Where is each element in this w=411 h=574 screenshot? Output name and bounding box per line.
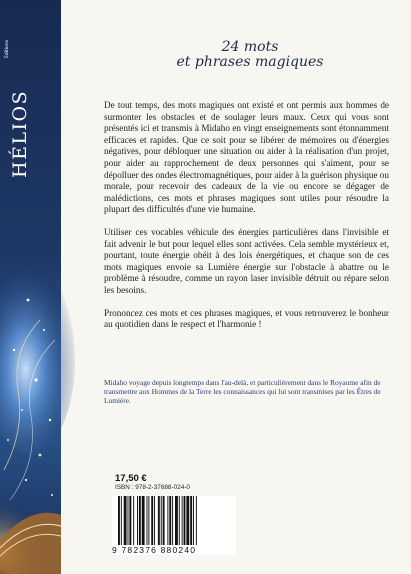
barcode-bar (128, 496, 129, 549)
barcode-bar (147, 496, 148, 549)
barcode-bar (184, 496, 186, 549)
svg-text:HÉLIOS: HÉLIOS (9, 89, 31, 178)
barcode-bar (142, 496, 145, 549)
barcode-bar (154, 496, 155, 549)
barcode-bar (133, 496, 134, 549)
svg-text:Éditions: Éditions (5, 40, 10, 58)
barcode-bar (182, 496, 183, 549)
barcode-bar (118, 496, 120, 549)
barcode-bar (148, 496, 149, 549)
barcode-bar (175, 496, 178, 549)
barcode-bar (137, 496, 138, 549)
barcode-bar (169, 496, 171, 549)
description-paragraph-2: Utiliser ces vocables véhicule des énergies particulières dans l'invisible et fait advenir le but pour lequel elles sont activées. Cela semble mystérieux et, pourtant, toute énergie obéit à des lois énergétiques, et chaque son de ces mots magiques envoie sa Lumière énergie sur l'obstacle à abattre ou le problème à résoudre, comme un rayon laser invisible détruit ou répare selon les besoins. (104, 226, 389, 295)
barcode-bar (196, 496, 197, 549)
title-line-1: 24 mots (221, 39, 279, 55)
barcode-bar (190, 496, 192, 549)
author-bio: Midaho voyage depuis longtemps dans l'au-delà, et particulièrement dans le Royaume afin de transmettre aux Hommes de la Terre les connaissances qui lui sont transmises par les Êtres de Lumière. (104, 378, 381, 406)
cover-spine-art (0, 0, 61, 574)
book-description (104, 100, 389, 342)
barcode-bar (139, 496, 141, 549)
barcode-bar (172, 496, 173, 549)
barcode-bar (163, 496, 165, 549)
barcode-bar (179, 496, 180, 549)
helios-logo (6, 30, 40, 180)
barcode-bar (186, 496, 189, 549)
isbn: ISBN : 978-2-37688-024-0 (115, 484, 190, 491)
barcode-bar (121, 496, 122, 549)
barcode-bar (158, 496, 160, 549)
barcode-digits: 9 782376 880240 (112, 545, 236, 555)
title-line-2: et phrases magiques (176, 54, 324, 70)
barcode-bar (167, 496, 168, 549)
barcode-bar (161, 496, 162, 549)
book-title (150, 40, 350, 70)
description-paragraph-1: De tout temps, des mots magiques ont existé et ont permis aux hommes de surmonter les obstacles et de soulager leurs maux. Ceux qui vous sont présentés ici et transmis à Midaho en vingt enseignements sont étonnamment efficaces et rapides. Que ce soit pour se libérer de mémoires ou d'énergies négatives, pour débloquer une situation ou aider à la réalisation d'un projet, pour aider au rapprochement de deux personnes qui s'aiment, pour se dépolluer des ondes électromagnétiques, pour aider à la guérison physique ou morale, pour recevoir des cadeaux de la vie ou encore se dégager de malédictions, ces mots et phrases magiques sont utiles pour résoudre la plupart des difficultés d'une vie humaine. (104, 100, 389, 215)
barcode-bar (129, 496, 131, 549)
barcode-bar (151, 496, 153, 549)
barcode-bar (124, 496, 127, 549)
price: 17,50 € (115, 473, 147, 484)
description-paragraph-3: Prononcez ces mots et ces phrases magiques, et vous retrouverez le bonheur au quotidien dans le respect et l'harmonie ! (104, 307, 389, 330)
barcode-bar (193, 496, 194, 549)
